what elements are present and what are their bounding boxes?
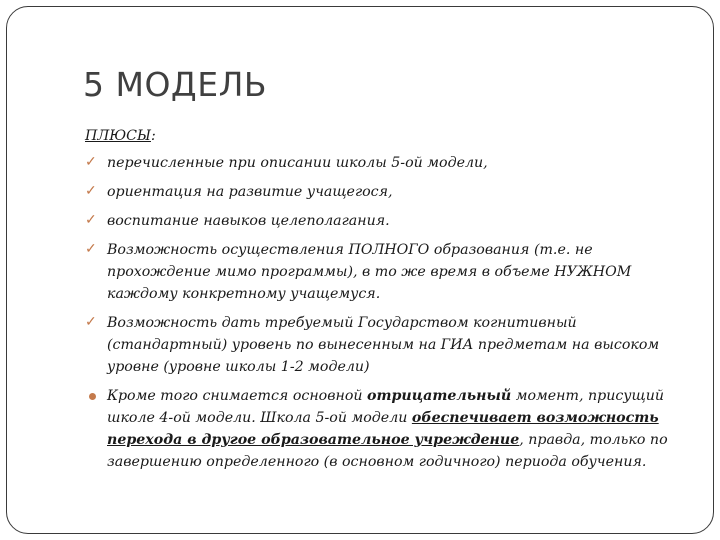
last-text-bold-underline: обеспечивает возможность перехода в другое образовательное учреждение <box>107 410 659 448</box>
pros-heading <box>85 125 697 147</box>
last-text-bold: отрицательный <box>367 388 512 404</box>
check-icon: ✓ <box>85 154 97 170</box>
check-icon: ✓ <box>85 241 97 257</box>
check-icon: ✓ <box>85 183 97 199</box>
list-item <box>85 312 697 378</box>
list-item-text: ориентация на развитие учащегося, <box>107 184 393 200</box>
pros-heading-colon: : <box>150 128 156 144</box>
bullet-dot-icon <box>89 393 96 400</box>
last-text-2: момент, присущий школе 4-ой модели. Школа 5-ой модели <box>107 388 665 426</box>
list-item-text: Возможность осуществления ПОЛНОГО образования (т.е. не прохождение мимо программы), в то же время в объеме НУЖНОМ каждому конкретному учащемуся. <box>107 242 632 302</box>
list-item-text: Возможность дать требуемый Государством когнитивный (стандартный) уровень по вынесенным на ГИА предметам на высоком уровне (уровне школы 1-2 модели) <box>107 315 660 375</box>
pros-heading-label: ПЛЮСЫ <box>85 128 151 144</box>
list-item <box>85 239 697 305</box>
last-text-3: , правда, только по завершению определенного (в основном годичного) периода обучения. <box>107 432 668 470</box>
list-item-bullet <box>85 385 697 473</box>
check-icon: ✓ <box>85 314 97 330</box>
slide-frame <box>6 6 714 534</box>
list-item <box>85 181 697 203</box>
list-item <box>85 210 697 232</box>
list-item-text: перечисленные при описании школы 5-ой модели, <box>107 155 488 171</box>
list-item <box>85 152 697 174</box>
check-icon: ✓ <box>85 212 97 228</box>
slide-content <box>85 125 697 480</box>
list-item-text: воспитание навыков целеполагания. <box>107 213 390 229</box>
last-text-1: Кроме того снимается основной <box>107 388 368 404</box>
slide-title: 5 МОДЕЛЬ <box>83 65 268 104</box>
